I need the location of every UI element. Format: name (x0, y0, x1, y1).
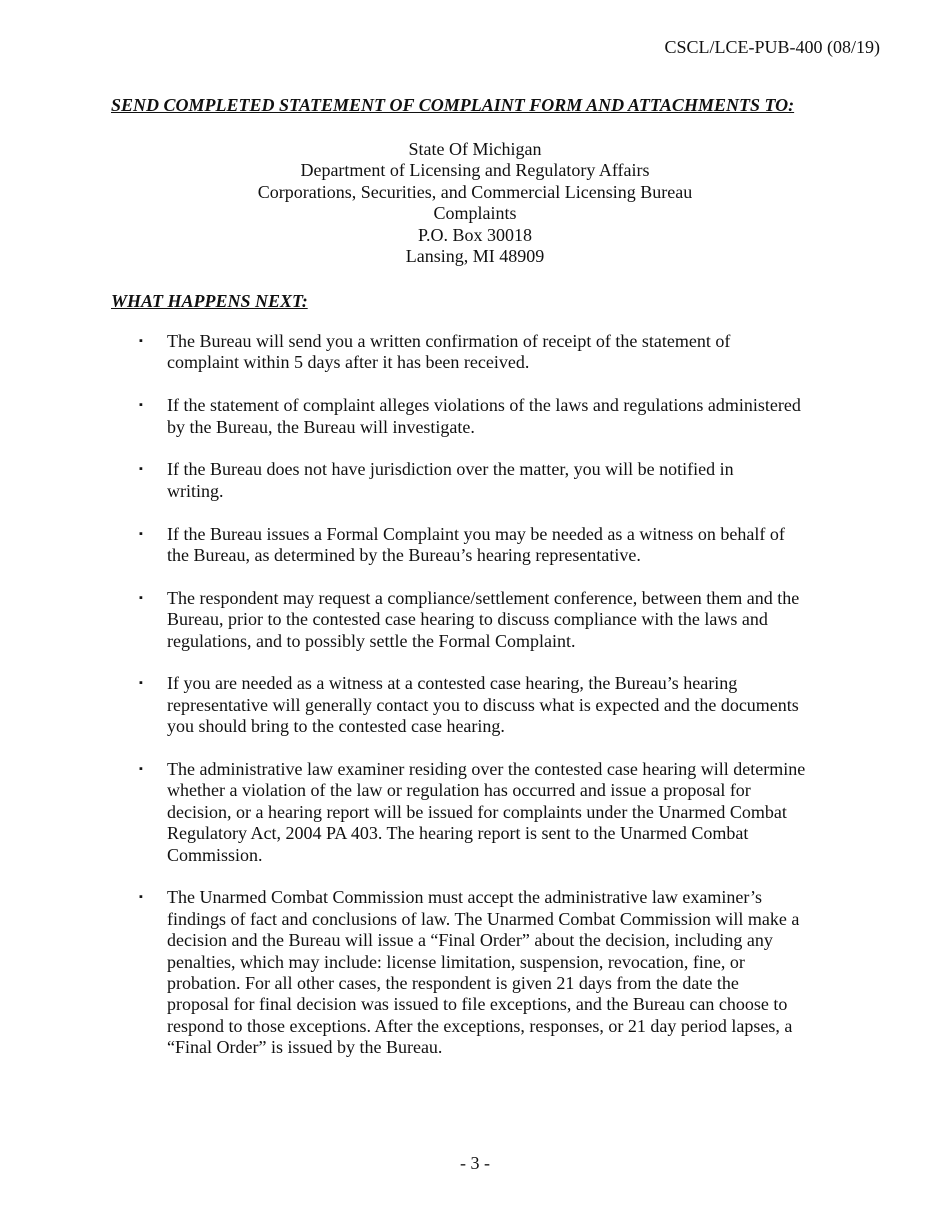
form-code: CSCL/LCE-PUB-400 (08/19) (664, 37, 880, 57)
square-bullet-icon: ▪ (139, 891, 143, 904)
address-line: Department of Licensing and Regulatory Affairs (300, 160, 650, 181)
square-bullet-icon: ▪ (139, 763, 143, 776)
page-number: - 3 - (460, 1153, 490, 1173)
address-line: P.O. Box 30018 (417, 224, 533, 245)
list-item-text: The Bureau will send you a written confirmation of receipt of the statement of complaint within 5 days after it has been received. (167, 331, 731, 373)
list-item (139, 395, 839, 438)
mailing-address (0, 139, 950, 267)
address-line: Complaints (433, 203, 517, 224)
list-item (139, 673, 839, 737)
what-happens-next-heading: WHAT HAPPENS NEXT: (111, 291, 308, 311)
list-item-text: The respondent may request a compliance/settlement conference, between them and the Bureau, prior to the contested case hearing to discuss compliance with the laws and regulations, and to possibly settle the Formal Complaint. (167, 587, 800, 651)
list-item (139, 588, 839, 652)
list-item (139, 459, 839, 502)
send-to-heading: SEND COMPLETED STATEMENT OF COMPLAINT FORM AND ATTACHMENTS TO: (111, 95, 795, 115)
list-item-text: If the Bureau issues a Formal Complaint you may be needed as a witness on behalf of the Bureau, as determined by the Bureau’s hearing representative. (167, 523, 785, 566)
square-bullet-icon: ▪ (139, 399, 143, 412)
square-bullet-icon: ▪ (139, 591, 143, 604)
list-item-text: If the statement of complaint alleges violations of the laws and regulations administered by the Bureau, the Bureau will investigate. (167, 395, 801, 437)
list-item-text: The Unarmed Combat Commission must accept the administrative law examiner’s findings of fact and conclusions of law. The Unarmed Combat Commission will make a decision and the Bureau will issue a “Final Order” about the decision, including any penalties, which may include: license limitation, suspension, revocation, fine, or probation. For all other cases, the respondent is given 21 days from the date the proposal for final decision was issued to file exceptions, and the Bureau can choose to respond to those exceptions. After the exceptions, responses, or 21 day period lapses, a “Final Order” is issued by the Bureau. (167, 887, 800, 1058)
list-item-text: The administrative law examiner residing over the contested case hearing will determine whether a violation of the law or regulation has occurred and issue a proposal for decision, or a hearing report will be issued for complaints under the Unarmed Combat Regulatory Act, 2004 PA 403. The hearing report is sent to the Unarmed Combat Commission. (167, 759, 806, 865)
list-item-text: If the Bureau does not have jurisdiction over the matter, you will be notified in writing. (167, 459, 734, 501)
list-item (139, 887, 839, 1058)
address-line: Lansing, MI 48909 (405, 246, 545, 267)
list-item (139, 524, 839, 567)
square-bullet-icon: ▪ (139, 463, 143, 476)
list-item (139, 759, 839, 866)
list-item (139, 331, 839, 374)
address-line: Corporations, Securities, and Commercial Licensing Bureau (257, 181, 693, 202)
list-item-text: If you are needed as a witness at a contested case hearing, the Bureau’s hearing representative will generally contact you to discuss what is expected and the documents you should bring to the contested case hearing. (167, 673, 799, 737)
address-line: State Of Michigan (408, 139, 542, 159)
square-bullet-icon: ▪ (139, 527, 143, 540)
square-bullet-icon: ▪ (139, 677, 143, 690)
next-steps-list (139, 331, 839, 1080)
square-bullet-icon: ▪ (139, 335, 143, 347)
